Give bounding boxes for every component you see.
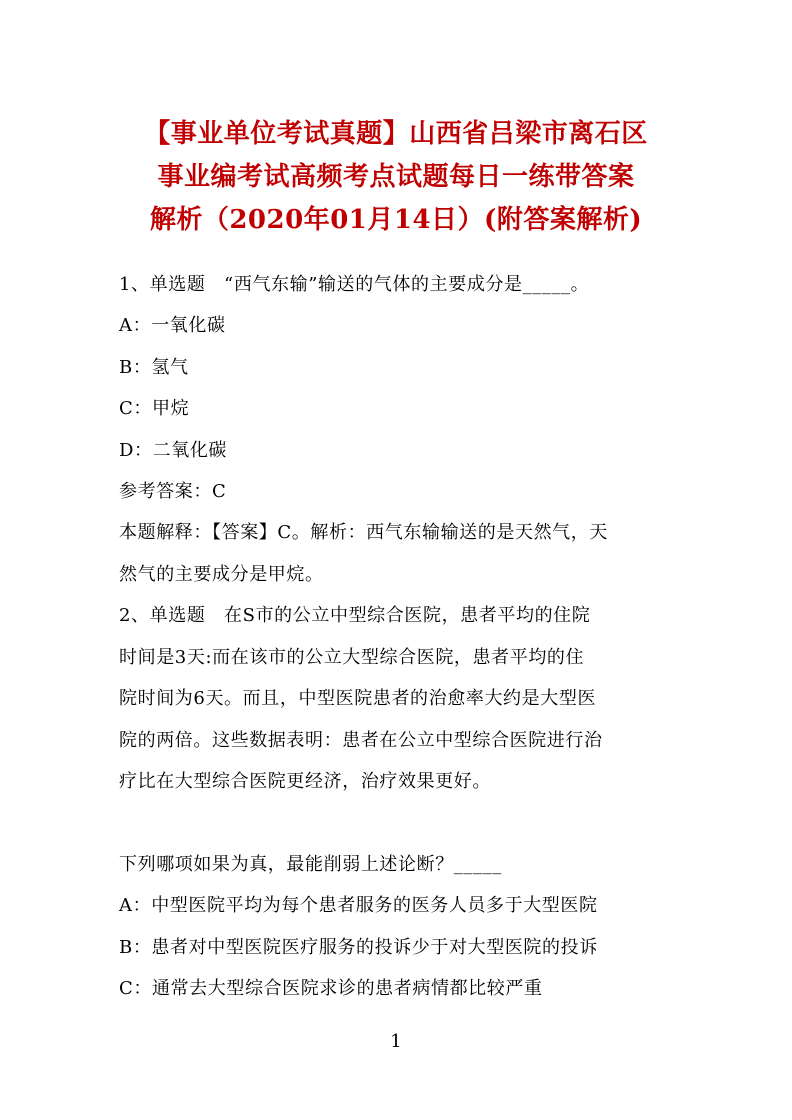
title-line-3: 解析（2020年01月14日）(附答案解析) [149,205,643,235]
question-1-explanation-line-2: 然气的主要成分是甲烷。 [119,564,324,585]
question-1-option-d: D：二氧化碳 [119,440,228,461]
question-2-option-c: C：通常去大型综合医院求诊的患者病情都比较严重 [119,978,543,999]
document-title [100,113,692,242]
question-2-option-b: B：患者对中型医院医疗服务的投诉少于对大型医院的投诉 [119,937,598,958]
title-line-2: 事业编考试高频考点试题每日一练带答案 [157,162,635,192]
question-2-prompt: 下列哪项如果为真，最能削弱上述论断？_____ [119,854,502,875]
title-line-1: 【事业单位考试真题】山西省吕梁市离石区 [144,119,648,149]
question-1-answer: 参考答案：C [119,481,227,502]
question-2-option-a: A：中型医院平均为每个患者服务的医务人员多于大型医院 [119,895,598,916]
question-2-stem-line-1: 2、单选题 在S市的公立中型综合医院，患者平均的住院 [119,605,591,626]
page-number: 1 [390,1031,402,1052]
question-1-option-b: B：氢气 [119,357,189,378]
question-1-option-a: A：一氧化碳 [119,315,226,336]
question-1-option-c: C：甲烷 [119,398,190,419]
question-2-stem-line-3: 院时间为6天。而且，中型医院患者的治愈率大约是大型医 [119,688,597,709]
question-2-stem-line-4: 院的两倍。这些数据表明：患者在公立中型综合医院进行治 [119,730,603,751]
question-2-stem-line-5: 疗比在大型综合医院更经济，治疗效果更好。 [119,771,491,792]
question-2-stem-line-2: 时间是3天:而在该市的公立大型综合医院，患者平均的住 [119,647,585,668]
question-1-explanation-line-1: 本题解释：【答案】C。解析：西气东输输送的是天然气，天 [119,522,608,543]
question-1-stem: 1、单选题 “西气东输”输送的气体的主要成分是_____。 [119,274,590,295]
